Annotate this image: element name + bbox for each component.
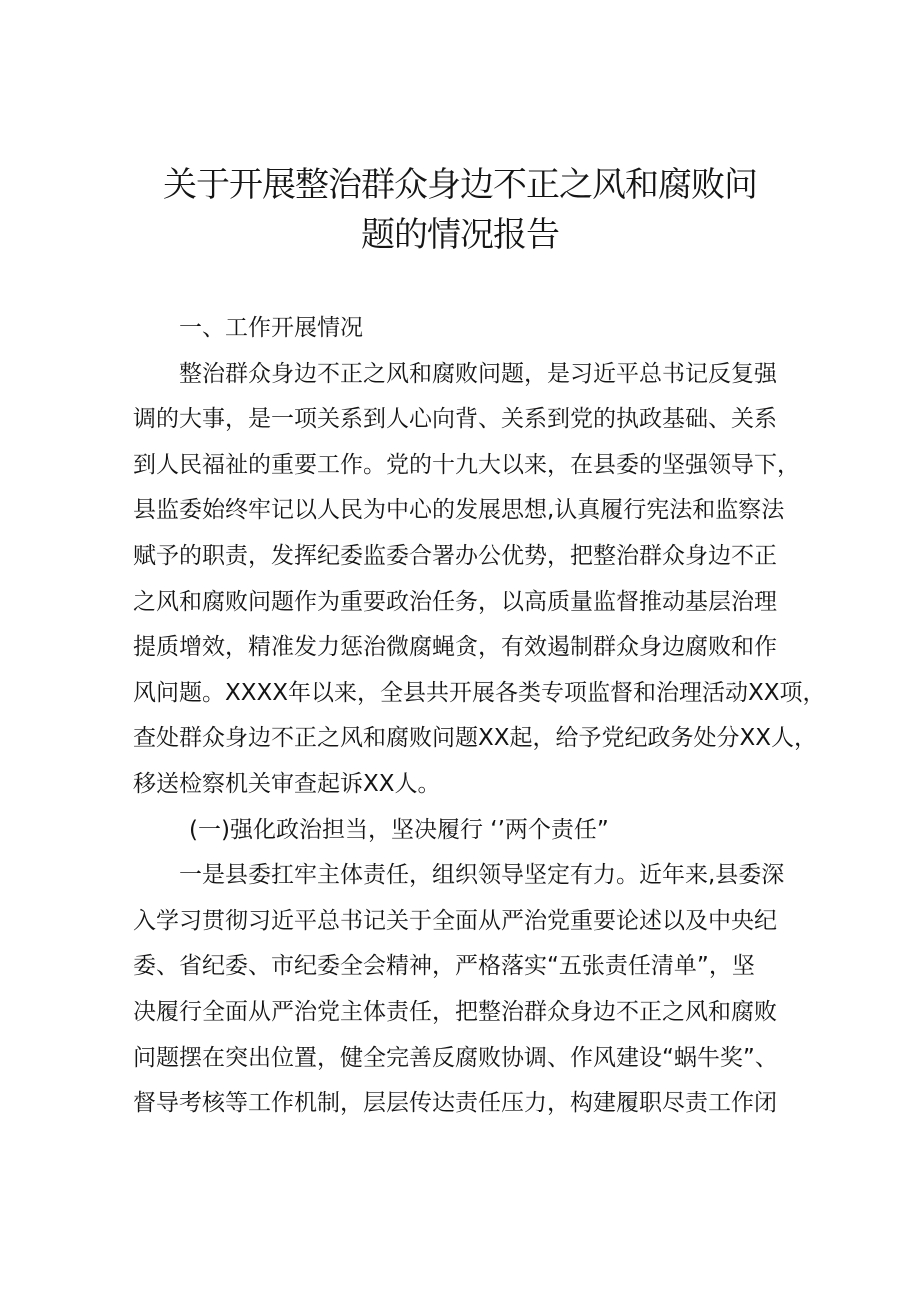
- title-line-2: 题的情况报告: [361, 215, 559, 255]
- subheading: (一)强化政治担当，坚决履行 ‘’两个责任”: [189, 816, 609, 843]
- document-title: [140, 160, 780, 260]
- paragraph-2-line-5: 问题摆在突出位置，健全完善反腐败协调、作风建设“蜗牛奖”、: [133, 1044, 778, 1071]
- paragraph-2-line-6: 督导考核等工作机制，层层传达责任压力，构建履职尽责工作闭: [133, 1090, 777, 1117]
- document-body: [133, 306, 826, 1127]
- paragraph-1-line-7: 提质增效，精准发力惩治微腐蝇贪，有效遏制群众身边腐败和作: [133, 634, 777, 661]
- paragraph-1-line-1: 整治群众身边不正之风和腐败问题，是习近平总书记反复强: [179, 360, 777, 387]
- title-line-1: 关于开展整治群众身边不正之风和腐败问: [163, 165, 757, 205]
- paragraph-1-line-8: 风问题。XXXX年以来，全县共开展各类专项监督和治理活动XX项，: [133, 679, 826, 706]
- paragraph-2-line-2: 入学习贯彻习近平总书记关于全面从严治党重要论述以及中央纪: [133, 907, 777, 934]
- paragraph-2-line-3: 委、省纪委、市纪委全会精神，严格落实“五张责任清单”，坚: [133, 953, 755, 980]
- paragraph-2-line-1: 一是县委扛牢主体责任，组织领导坚定有力。近年来,县委深: [179, 862, 785, 889]
- paragraph-1-line-10: 移送检察机关审查起诉XX人。: [133, 770, 441, 797]
- paragraph-1-line-6: 之风和腐败问题作为重要政治任务，以高质量监督推动基层治理: [133, 588, 777, 615]
- paragraph-1-line-9: 查处群众身边不正之风和腐败问题XX起，给予党纪政务处分XX人，: [133, 725, 818, 752]
- paragraph-1-line-3: 到人民福祉的重要工作。党的十九大以来，在县委的坚强领导下，: [133, 451, 800, 478]
- section-heading: 一、工作开展情况: [179, 315, 363, 341]
- paragraph-1-line-5: 赋予的职责，发挥纪委监委合署办公优势，把整治群众身边不正: [133, 542, 777, 569]
- paragraph-1-line-2: 调的大事，是一项关系到人心向背、关系到党的执政基础、关系: [133, 406, 777, 433]
- paragraph-2-line-4: 决履行全面从严治党主体责任，把整治群众身边不正之风和腐败: [133, 998, 777, 1025]
- paragraph-1-line-4: 县监委始终牢记以人民为中心的发展思想,认真履行宪法和监察法: [133, 497, 785, 524]
